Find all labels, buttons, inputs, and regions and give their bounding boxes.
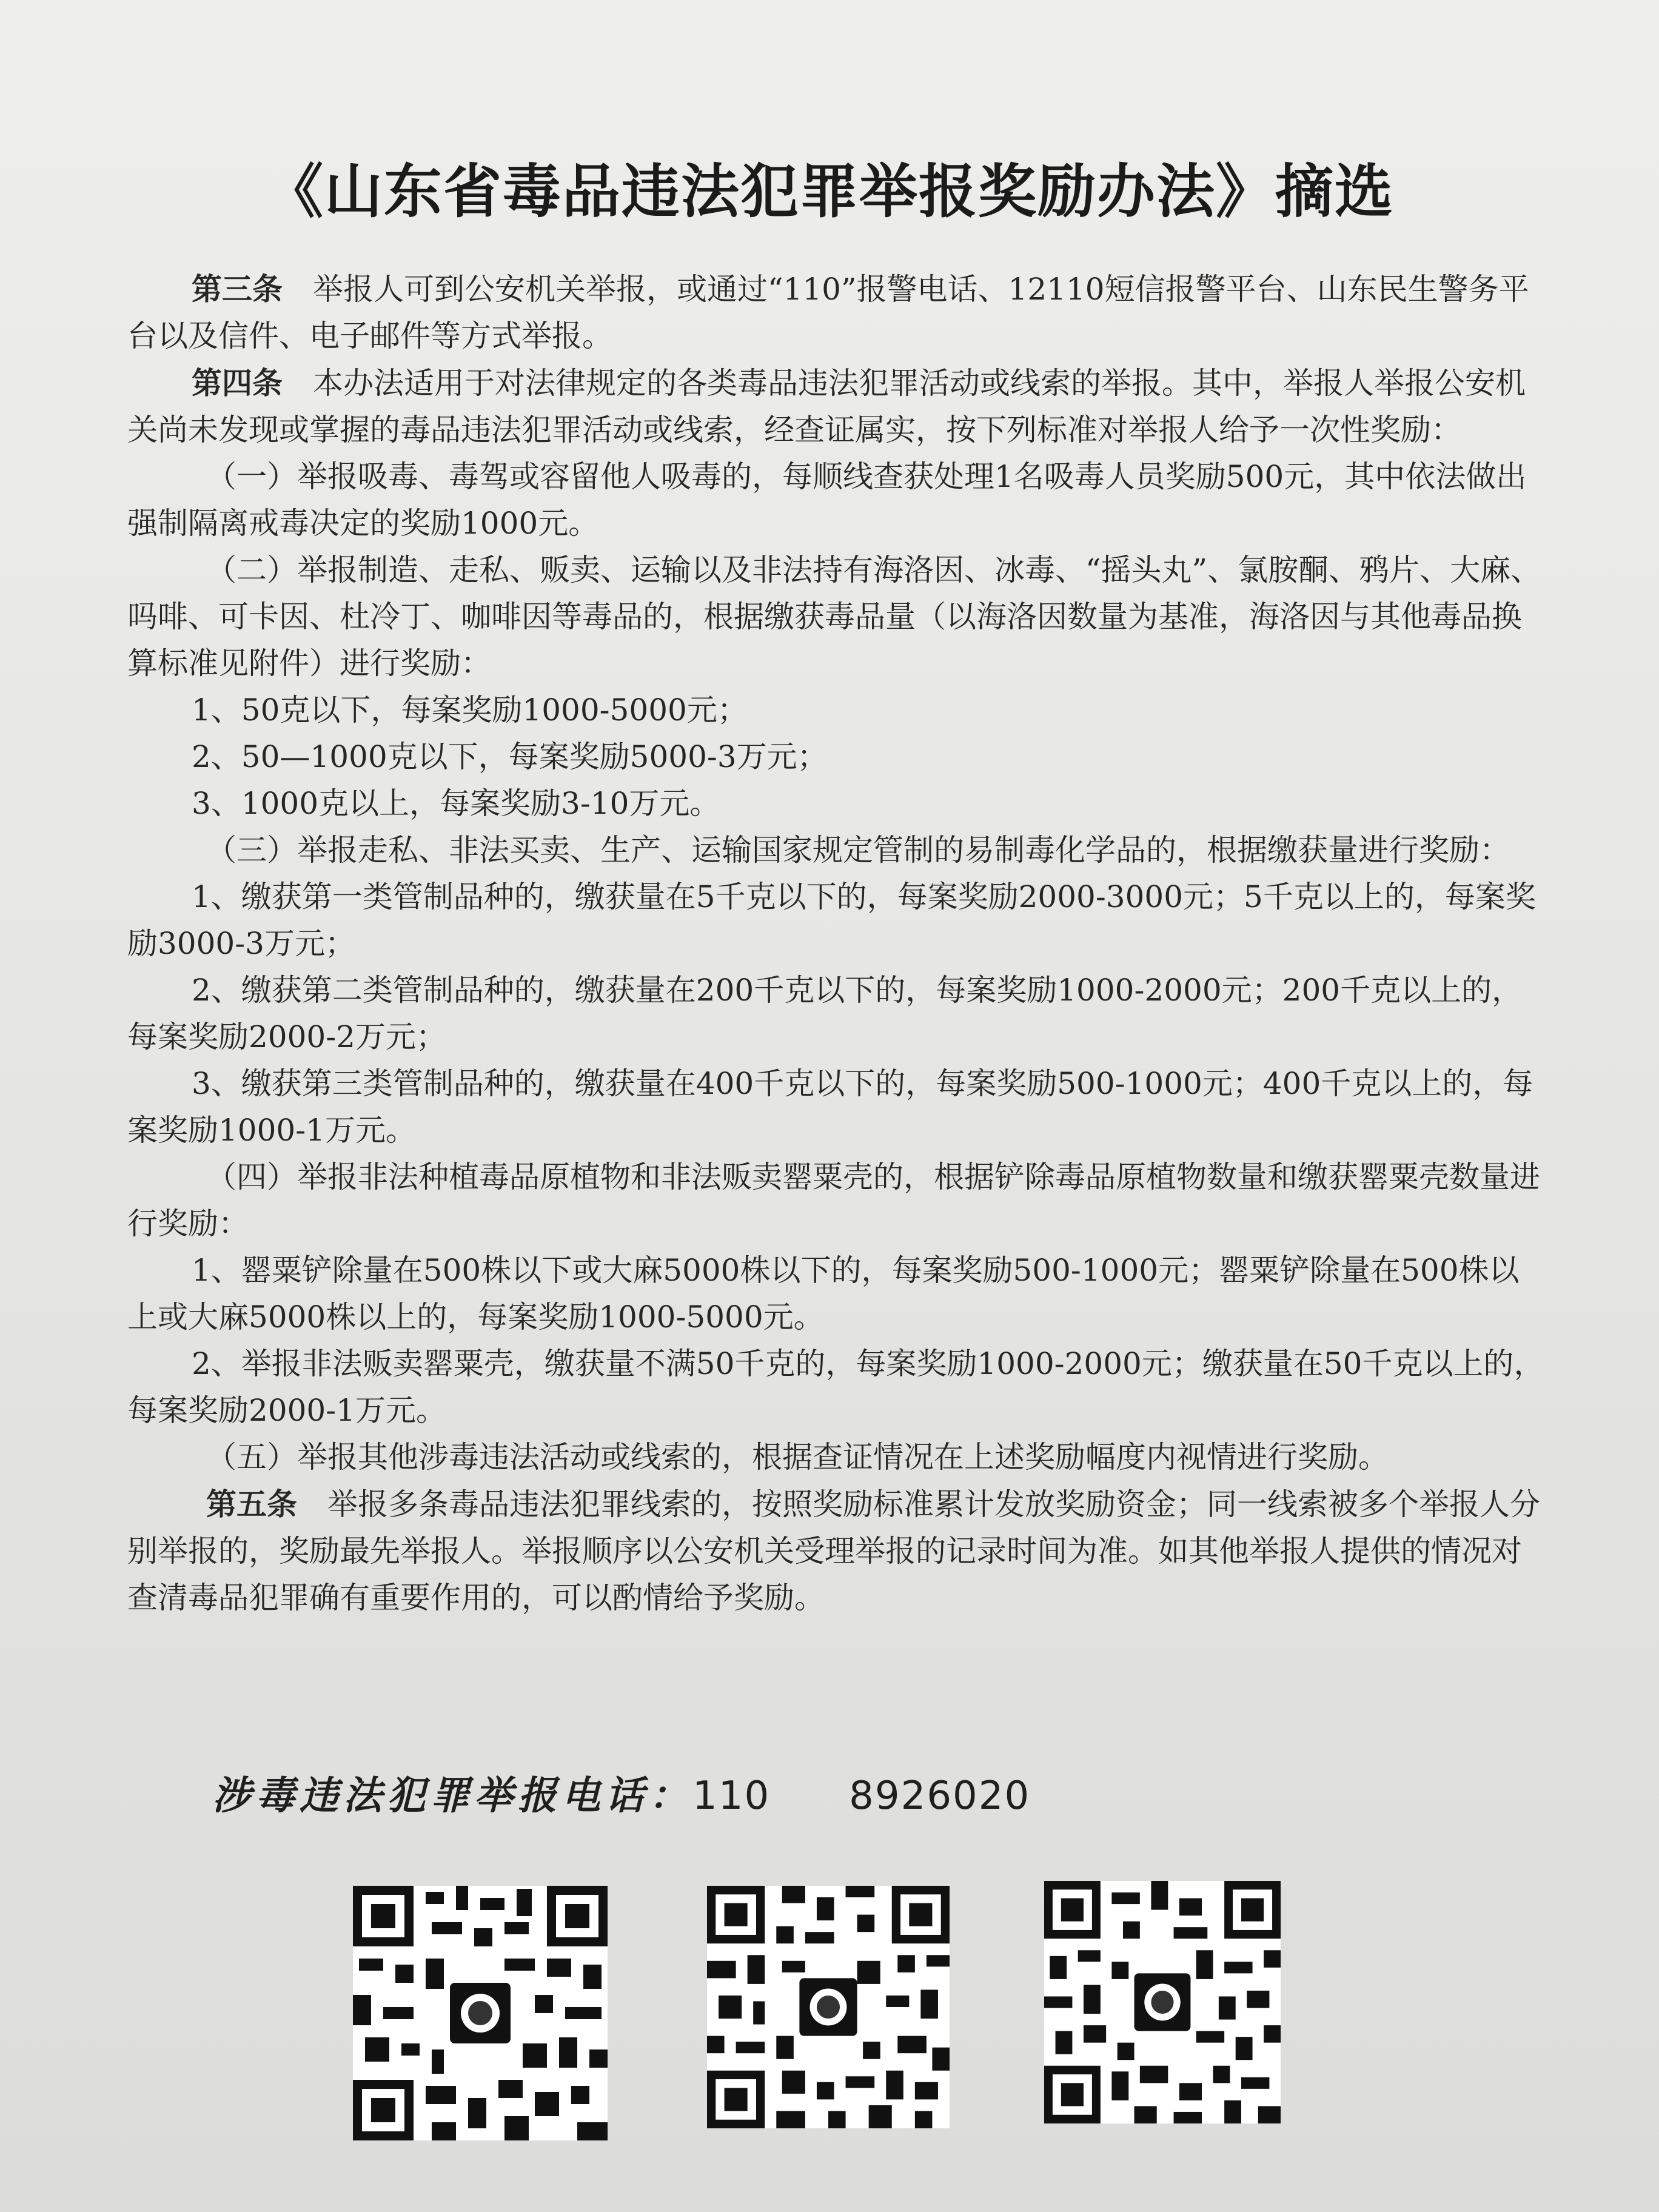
clause-2-item-3: 3、1000克以上，每案奖励3-10万元。 — [192, 786, 720, 821]
qr-code-icon — [1044, 1881, 1281, 2123]
qr-code-2 — [707, 1886, 950, 2128]
clause-2-item-2: 2、50—1000克以下，每案奖励5000-3万元； — [192, 739, 828, 774]
clause-3: （三）举报走私、非法买卖、生产、运输国家规定管制的易制毒化学品的，根据缴获量进行奖励： — [206, 833, 1510, 868]
clause-4: （四）举报非法种植毒品原植物和非法贩卖罂粟壳的，根据铲除毒品原植物数量和缴获罂粟壳数量进行奖励： — [127, 1159, 1540, 1241]
clause-4-item-1: 1、罂粟铲除量在500株以下或大麻5000株以下的，每案奖励500-1000元；罂粟铲除量在500株以上或大麻5000株以上的，每案奖励1000-5000元。 — [127, 1253, 1520, 1335]
document-body — [127, 266, 1546, 1621]
article-label: 第四条 — [192, 365, 283, 401]
clause-2-item-1: 1、50克以下，每案奖励1000-5000元； — [192, 692, 748, 728]
clause-5: （五）举报其他涉毒违法活动或线索的，根据查证情况在上述奖励幅度内视情进行奖励。 — [206, 1439, 1389, 1475]
article-label: 第三条 — [192, 271, 283, 307]
clause-4-item-2: 2、举报非法贩卖罂粟壳，缴获量不满50千克的，每案奖励1000-2000元；缴获量在50千克以上的，每案奖励2000-1万元。 — [127, 1346, 1544, 1428]
hotline-number-local: 8926020 — [849, 1774, 1031, 1818]
qr-code-1 — [353, 1886, 608, 2140]
hotline-number-110: 110 — [692, 1774, 771, 1818]
hotline — [212, 1765, 1030, 1820]
clause-3-item-1: 1、缴获第一类管制品种的，缴获量在5千克以下的，每案奖励2000-3000元；5千克以上的，每案奖励3000-3万元； — [127, 879, 1536, 961]
clause-1: （一）举报吸毒、毒驾或容留他人吸毒的，每顺线查获处理1名吸毒人员奖励500元，其中依法做出强制隔离戒毒决定的奖励1000元。 — [127, 459, 1527, 541]
article-text: 举报多条毒品违法犯罪线索的，按照奖励标准累计发放奖励资金；同一线索被多个举报人分别举报的，奖励最先举报人。举报顺序以公安机关受理举报的记录时间为准。如其他举报人提供的情况对查清毒品犯罪确有重要作用的，可以酌情给予奖励。 — [127, 1487, 1540, 1615]
qr-code-3 — [1044, 1881, 1281, 2123]
qr-code-icon — [353, 1886, 608, 2140]
document-title: 《山东省毒品违法犯罪举报奖励办法》摘选 — [265, 157, 1394, 226]
clause-3-item-3: 3、缴获第三类管制品种的，缴获量在400千克以下的，每案奖励500-1000元；400千克以上的，每案奖励1000-1万元。 — [127, 1066, 1533, 1148]
article-text: 举报人可到公安机关举报，或通过“110”报警电话、12110短信报警平台、山东民生警务平台以及信件、电子邮件等方式举报。 — [127, 272, 1529, 354]
article-label: 第五条 — [206, 1486, 297, 1522]
article-5 — [127, 1481, 1546, 1621]
article-text: 本办法适用于对法律规定的各类毒品违法犯罪活动或线索的举报。其中，举报人举报公安机关尚未发现或掌握的毒品违法犯罪活动或线索，经查证属实，按下列标准对举报人给予一次性奖励： — [127, 366, 1526, 447]
article-3 — [127, 266, 1546, 360]
clause-2: （二）举报制造、走私、贩卖、运输以及非法持有海洛因、冰毒、“摇头丸”、氯胺酮、鸦片、大麻、吗啡、可卡因、杜冷丁、咖啡因等毒品的，根据缴获毒品量（以海洛因数量为基准，海洛因与其他毒品换算标准见附件）进行奖励： — [127, 552, 1541, 681]
clause-3-item-2: 2、缴获第二类管制品种的，缴获量在200千克以下的，每案奖励1000-2000元；200千克以上的，每案奖励2000-2万元； — [127, 973, 1523, 1054]
article-4 — [127, 360, 1546, 454]
hotline-label: 涉毒违法犯罪举报电话： — [212, 1773, 692, 1818]
qr-code-icon — [707, 1886, 950, 2128]
